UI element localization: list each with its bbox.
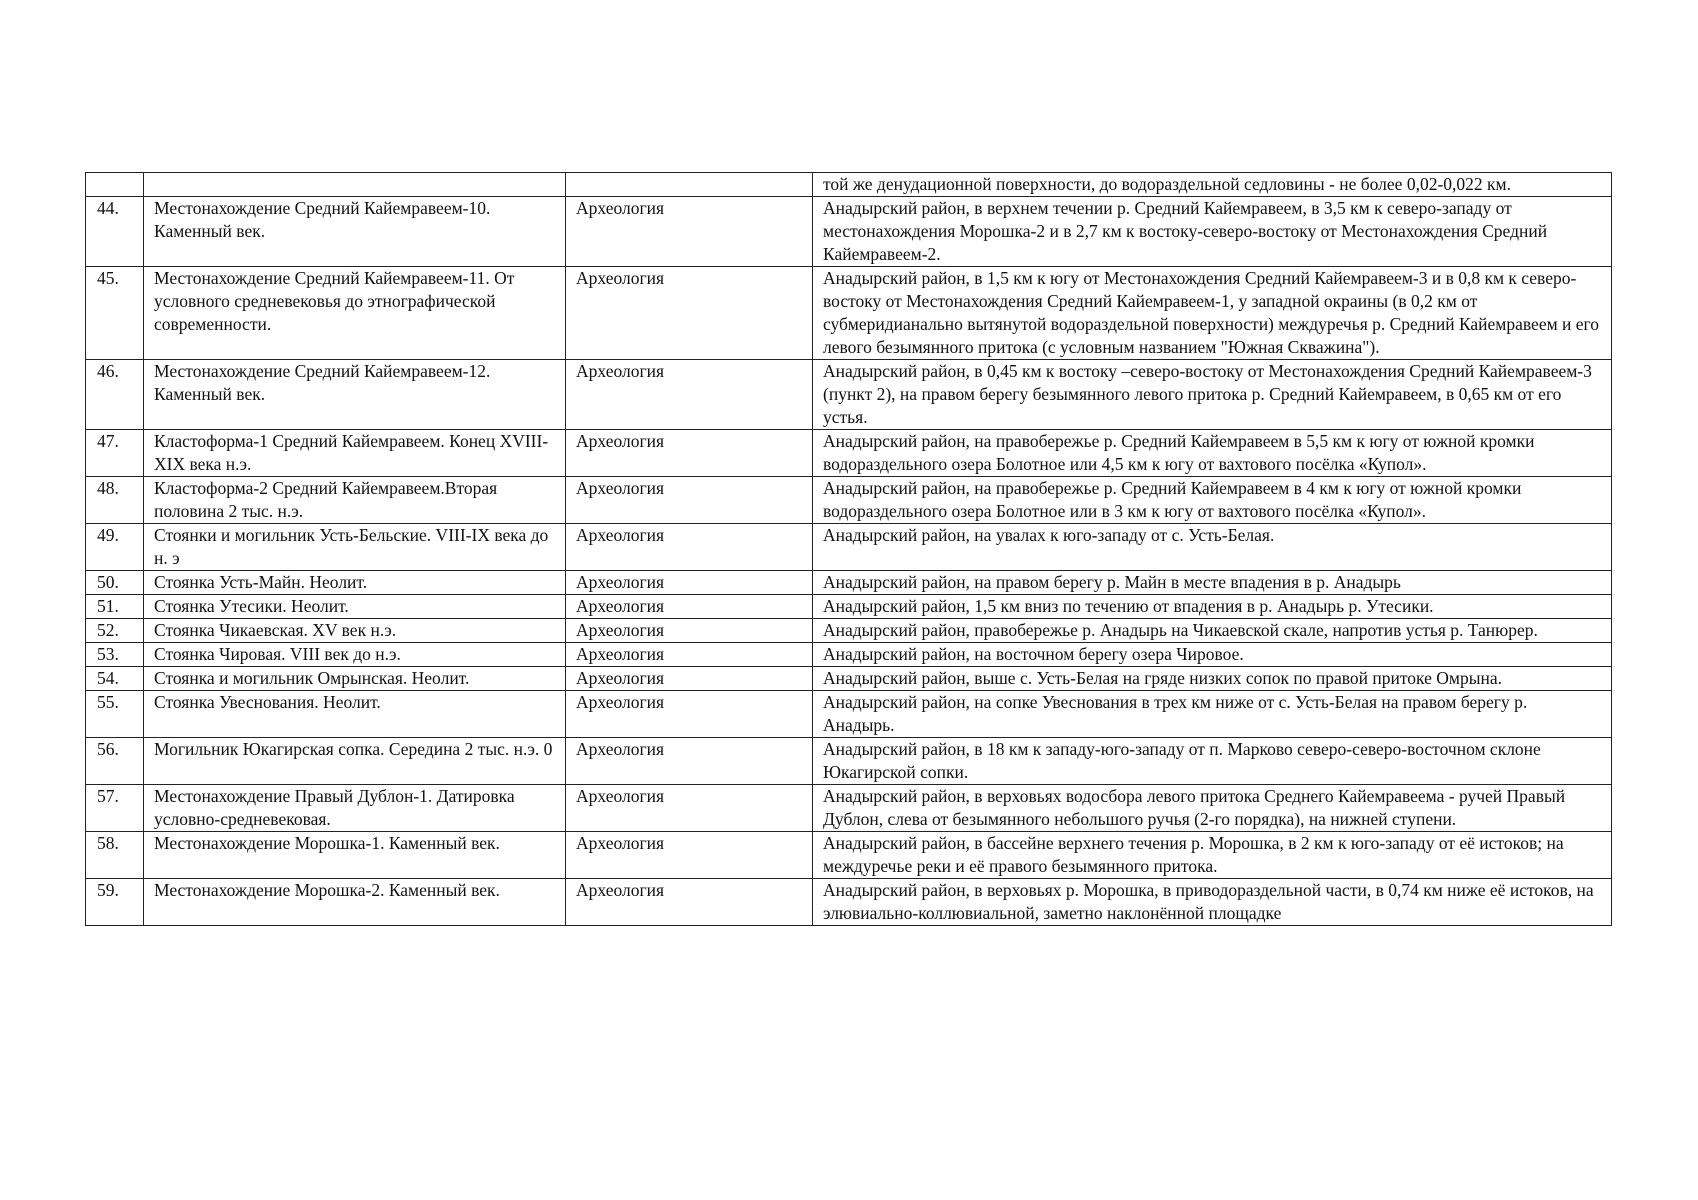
site-type: Археология	[566, 879, 813, 926]
site-name: Местонахождение Средний Кайемравеем-12. Каменный век.	[144, 360, 566, 430]
row-number: 59.	[86, 879, 144, 926]
site-name: Стоянка Чировая. VIII век до н.э.	[144, 643, 566, 667]
site-name: Местонахождение Правый Дублон-1. Датировка условно-средневековая.	[144, 785, 566, 832]
row-number: 48.	[86, 477, 144, 524]
site-type: Археология	[566, 785, 813, 832]
site-location: Анадырский район, в верховьях водосбора левого притока Среднего Кайемравеема - ручей Правый Дублон, слева от безымянного небольшого ручья (2-го порядка), на нижней ступени.	[813, 785, 1612, 832]
site-name: Кластоформа-1 Средний Кайемравеем. Конец XVIII-XIX века н.э.	[144, 430, 566, 477]
site-location: Анадырский район, на правобережье р. Средний Кайемравеем в 4 км к югу от южной кромки водораздельного озера Болотное или в 3 км к югу от вахтового посёлка «Купол».	[813, 477, 1612, 524]
table-row	[86, 738, 1612, 785]
site-name	[144, 173, 566, 197]
row-number: 50.	[86, 571, 144, 595]
row-number: 53.	[86, 643, 144, 667]
table-row	[86, 832, 1612, 879]
table-row	[86, 173, 1612, 197]
site-name: Местонахождение Морошка-2. Каменный век.	[144, 879, 566, 926]
site-type	[566, 173, 813, 197]
site-type: Археология	[566, 430, 813, 477]
table-row	[86, 197, 1612, 267]
row-number: 46.	[86, 360, 144, 430]
site-type: Археология	[566, 197, 813, 267]
site-location: Анадырский район, на правом берегу р. Майн в месте впадения в р. Анадырь	[813, 571, 1612, 595]
row-number: 55.	[86, 691, 144, 738]
row-number	[86, 173, 144, 197]
site-name: Стоянки и могильник Усть-Бельские. VIII-IX века до н. э	[144, 524, 566, 571]
row-number: 57.	[86, 785, 144, 832]
row-number: 54.	[86, 667, 144, 691]
site-location: Анадырский район, в верховьях р. Морошка, в приводораздельной части, в 0,74 км ниже её истоков, на элювиально-коллювиальной, заметно наклонённой площадке	[813, 879, 1612, 926]
table-row	[86, 571, 1612, 595]
table-row	[86, 785, 1612, 832]
row-number: 52.	[86, 619, 144, 643]
site-type: Археология	[566, 619, 813, 643]
site-type: Археология	[566, 832, 813, 879]
site-type: Археология	[566, 267, 813, 360]
site-type: Археология	[566, 667, 813, 691]
site-type: Археология	[566, 571, 813, 595]
site-location: Анадырский район, на сопке Увеснования в трех км ниже от с. Усть-Белая на правом берегу р. Анадырь.	[813, 691, 1612, 738]
row-number: 44.	[86, 197, 144, 267]
site-name: Стоянка Утесики. Неолит.	[144, 595, 566, 619]
site-name: Местонахождение Средний Кайемравеем-10. Каменный век.	[144, 197, 566, 267]
site-location: той же денудационной поверхности, до водораздельной седловины - не более 0,02-0,022 км.	[813, 173, 1612, 197]
row-number: 47.	[86, 430, 144, 477]
site-location: Анадырский район, на правобережье р. Средний Кайемравеем в 5,5 км к югу от южной кромки водораздельного озера Болотное или 4,5 км к югу от вахтового посёлка «Купол».	[813, 430, 1612, 477]
site-type: Археология	[566, 738, 813, 785]
table-body	[86, 173, 1612, 926]
site-name: Могильник Юкагирская сопка. Середина 2 тыс. н.э. 0	[144, 738, 566, 785]
site-location: Анадырский район, на восточном берегу озера Чировое.	[813, 643, 1612, 667]
site-type: Археология	[566, 691, 813, 738]
site-name: Местонахождение Средний Кайемравеем-11. От условного средневековья до этнографической современности.	[144, 267, 566, 360]
site-location: Анадырский район, в бассейне верхнего течения р. Морошка, в 2 км к юго-западу от её истоков; на междуречье реки и её правого безымянного притока.	[813, 832, 1612, 879]
table-row	[86, 643, 1612, 667]
site-location: Анадырский район, правобережье р. Анадырь на Чикаевской скале, напротив устья р. Танюрер.	[813, 619, 1612, 643]
site-location: Анадырский район, на увалах к юго-западу от с. Усть-Белая.	[813, 524, 1612, 571]
site-location: Анадырский район, в 1,5 км к югу от Местонахождения Средний Кайемравеем-3 и в 0,8 км к северо-востоку от Местонахождения Средний Кайемравеем-1, у западной окраины (в 0,2 км от субмеридианально вытянутой водораздельной поверхности) междуречья р. Средний Кайемравеем и его левого безымянного притока (с условным названием "Южная Скважина").	[813, 267, 1612, 360]
table-row	[86, 360, 1612, 430]
site-location: Анадырский район, выше с. Усть-Белая на гряде низких сопок по правой притоке Омрына.	[813, 667, 1612, 691]
site-type: Археология	[566, 360, 813, 430]
site-name: Стоянка и могильник Омрынская. Неолит.	[144, 667, 566, 691]
table-row	[86, 667, 1612, 691]
site-name: Стоянка Чикаевская. XV век н.э.	[144, 619, 566, 643]
table-row	[86, 477, 1612, 524]
table-row	[86, 879, 1612, 926]
table-row	[86, 524, 1612, 571]
heritage-sites-table	[85, 172, 1612, 926]
site-name: Стоянка Увеснования. Неолит.	[144, 691, 566, 738]
row-number: 56.	[86, 738, 144, 785]
site-name: Стоянка Усть-Майн. Неолит.	[144, 571, 566, 595]
site-type: Археология	[566, 524, 813, 571]
site-name: Кластоформа-2 Средний Кайемравеем.Вторая половина 2 тыс. н.э.	[144, 477, 566, 524]
table-row	[86, 691, 1612, 738]
site-name: Местонахождение Морошка-1. Каменный век.	[144, 832, 566, 879]
table-row	[86, 267, 1612, 360]
site-type: Археология	[566, 477, 813, 524]
table-row	[86, 619, 1612, 643]
row-number: 51.	[86, 595, 144, 619]
row-number: 49.	[86, 524, 144, 571]
row-number: 58.	[86, 832, 144, 879]
site-location: Анадырский район, в 0,45 км к востоку –северо-востоку от Местонахождения Средний Кайемравеем-3 (пункт 2), на правом берегу безымянного левого притока р. Средний Кайемравеем, в 0,65 км от его устья.	[813, 360, 1612, 430]
site-type: Археология	[566, 595, 813, 619]
site-type: Археология	[566, 643, 813, 667]
table-row	[86, 595, 1612, 619]
site-location: Анадырский район, в 18 км к западу-юго-западу от п. Марково северо-северо-восточном склоне Юкагирской сопки.	[813, 738, 1612, 785]
site-location: Анадырский район, 1,5 км вниз по течению от впадения в р. Анадырь р. Утесики.	[813, 595, 1612, 619]
table-row	[86, 430, 1612, 477]
site-location: Анадырский район, в верхнем течении р. Средний Кайемравеем, в 3,5 км к северо-западу от местонахождения Морошка-2 и в 2,7 км к востоку-северо-востоку от Местонахождения Средний Кайемравеем-2.	[813, 197, 1612, 267]
row-number: 45.	[86, 267, 144, 360]
